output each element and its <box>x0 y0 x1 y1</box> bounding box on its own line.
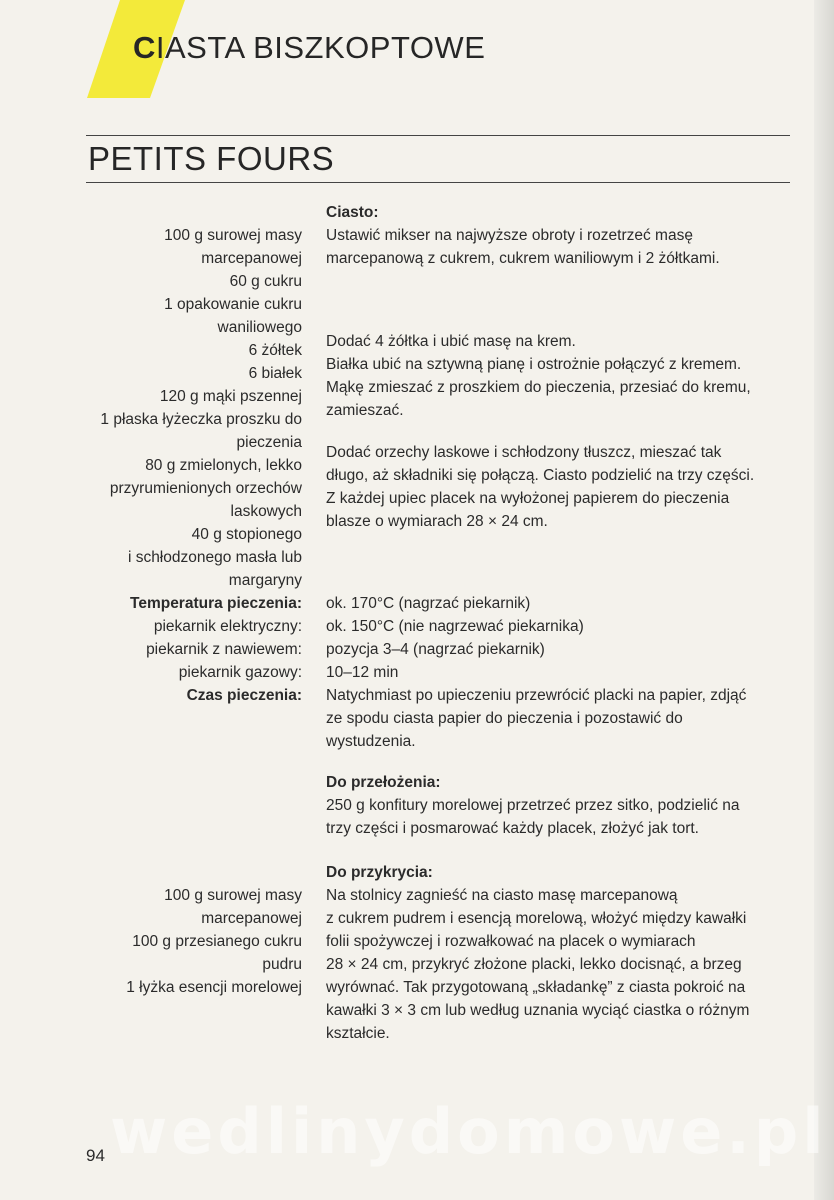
covering-heading: Do przykrycia: <box>326 864 433 881</box>
chapter-title <box>133 30 485 66</box>
instruction-line: Mąkę zmieszać z proszkiem do pieczenia, przesiać do kremu, <box>326 379 751 396</box>
layering-heading: Do przełożenia: <box>326 774 441 791</box>
temperature-label: Temperatura pieczenia: <box>130 595 302 612</box>
instruction-line: kawałki 3 × 3 cm lub według uznania wyciąć ciastka o różnym <box>326 1002 750 1019</box>
ingredient-line: marcepanowej <box>201 910 302 927</box>
ingredient-line: 120 g mąki pszennej <box>159 388 302 405</box>
time-label: Czas pieczenia: <box>186 687 302 704</box>
ingredient-line: pieczenia <box>236 434 302 451</box>
ingredient-line: 60 g cukru <box>229 273 302 290</box>
instruction-line: marcepanową z cukrem, cukrem waniliowym i 2 żółtkami. <box>326 250 720 267</box>
temp-electric-value: ok. 170°C (nagrzać piekarnik) <box>326 595 531 612</box>
ingredient-line: 100 g surowej masy <box>164 887 302 904</box>
instruction-line: Natychmiast po upieczeniu przewrócić placki na papier, zdjąć <box>326 687 747 704</box>
ingredient-line: laskowych <box>230 503 302 520</box>
ingredient-line: 80 g zmielonych, lekko <box>145 457 302 474</box>
instruction-line: zamieszać. <box>326 402 404 419</box>
instruction-line: kształcie. <box>326 1025 390 1042</box>
title-rule-top <box>86 135 790 136</box>
instruction-line: trzy części i posmarować każdy placek, złożyć jak tort. <box>326 820 699 837</box>
instruction-line: długo, aż składniki się połączą. Ciasto podzielić na trzy części. <box>326 467 755 484</box>
temp-gas-value: pozycja 3–4 (nagrzać piekarnik) <box>326 641 545 658</box>
recipe-title: PETITS FOURS <box>88 140 335 177</box>
ingredient-line: i schłodzonego masła lub <box>127 549 302 566</box>
baking-settings <box>326 592 796 753</box>
page-number: 94 <box>86 1146 105 1165</box>
oven-type-fan: piekarnik z nawiewem: <box>146 641 302 658</box>
instructions-cream <box>326 330 796 422</box>
oven-type-gas: piekarnik gazowy: <box>178 664 302 681</box>
chapter-title-initial: C <box>133 30 156 65</box>
instruction-line: blasze o wymiarach 28 × 24 cm. <box>326 513 548 530</box>
instructions-dough <box>326 201 796 270</box>
instruction-line: ze spodu ciasta papier do pieczenia i pozostawić do <box>326 710 683 727</box>
ingredient-line: 1 łyżka esencji morelowej <box>126 979 302 996</box>
instruction-line: Na stolnicy zagnieść na ciasto masę marcepanową <box>326 887 678 904</box>
ingredient-line: waniliowego <box>217 319 302 336</box>
ingredient-line: margaryny <box>228 572 302 589</box>
ingredient-line: marcepanowej <box>201 250 302 267</box>
instruction-line: wystudzenia. <box>326 733 416 750</box>
ingredient-line: przyrumienionych orzechów <box>109 480 302 497</box>
ingredient-line: 100 g przesianego cukru <box>132 933 302 950</box>
ingredients-dough <box>100 224 302 707</box>
instruction-line: Dodać 4 żółtka i ubić masę na krem. <box>326 333 576 350</box>
instructions-covering <box>326 861 796 1045</box>
ingredient-line: 1 opakowanie cukru <box>164 296 302 313</box>
ingredient-line: pudru <box>262 956 302 973</box>
instruction-line: 28 × 24 cm, przykryć złożone placki, lekko docisnąć, a brzeg <box>326 956 742 973</box>
instruction-line: folii spożywczej i rozwałkować na placek o wymiarach <box>326 933 696 950</box>
ingredient-line: 6 żółtek <box>248 342 302 359</box>
instruction-line: Białka ubić na sztywną pianę i ostrożnie połączyć z kremem. <box>326 356 742 373</box>
instruction-line: Dodać orzechy laskowe i schłodzony tłuszcz, mieszać tak <box>326 444 722 461</box>
ingredient-line: 1 płaska łyżeczka proszku do <box>100 411 302 428</box>
chapter-title-rest: IASTA BISZKOPTOWE <box>155 30 486 65</box>
instruction-line: Ustawić mikser na najwyższe obroty i rozetrzeć masę <box>326 227 693 244</box>
page-edge-shadow <box>814 0 834 1200</box>
instruction-line: wyrównać. Tak przygotowaną „składankę” z ciasta pokroić na <box>326 979 746 996</box>
title-rule-bottom <box>86 182 790 183</box>
ingredient-line: 100 g surowej masy <box>164 227 302 244</box>
ingredient-line: 6 białek <box>248 365 302 382</box>
instruction-line: Z każdej upiec placek na wyłożonej papierem do pieczenia <box>326 490 730 507</box>
temp-fan-value: ok. 150°C (nie nagrzewać piekarnika) <box>326 618 584 635</box>
ingredient-line: 40 g stopionego <box>191 526 302 543</box>
ingredients-covering <box>126 884 302 999</box>
instructions-nuts <box>326 441 796 533</box>
time-value: 10–12 min <box>326 664 399 681</box>
oven-type-electric: piekarnik elektryczny: <box>153 618 302 635</box>
instructions-layering <box>326 771 796 840</box>
instruction-line: 250 g konfitury morelowej przetrzeć przez sitko, podzielić na <box>326 797 740 814</box>
watermark: wedlinydomowe.pl <box>110 1095 828 1168</box>
dough-heading: Ciasto: <box>326 204 379 221</box>
instruction-line: z cukrem pudrem i esencją morelową, włożyć między kawałki <box>326 910 747 927</box>
